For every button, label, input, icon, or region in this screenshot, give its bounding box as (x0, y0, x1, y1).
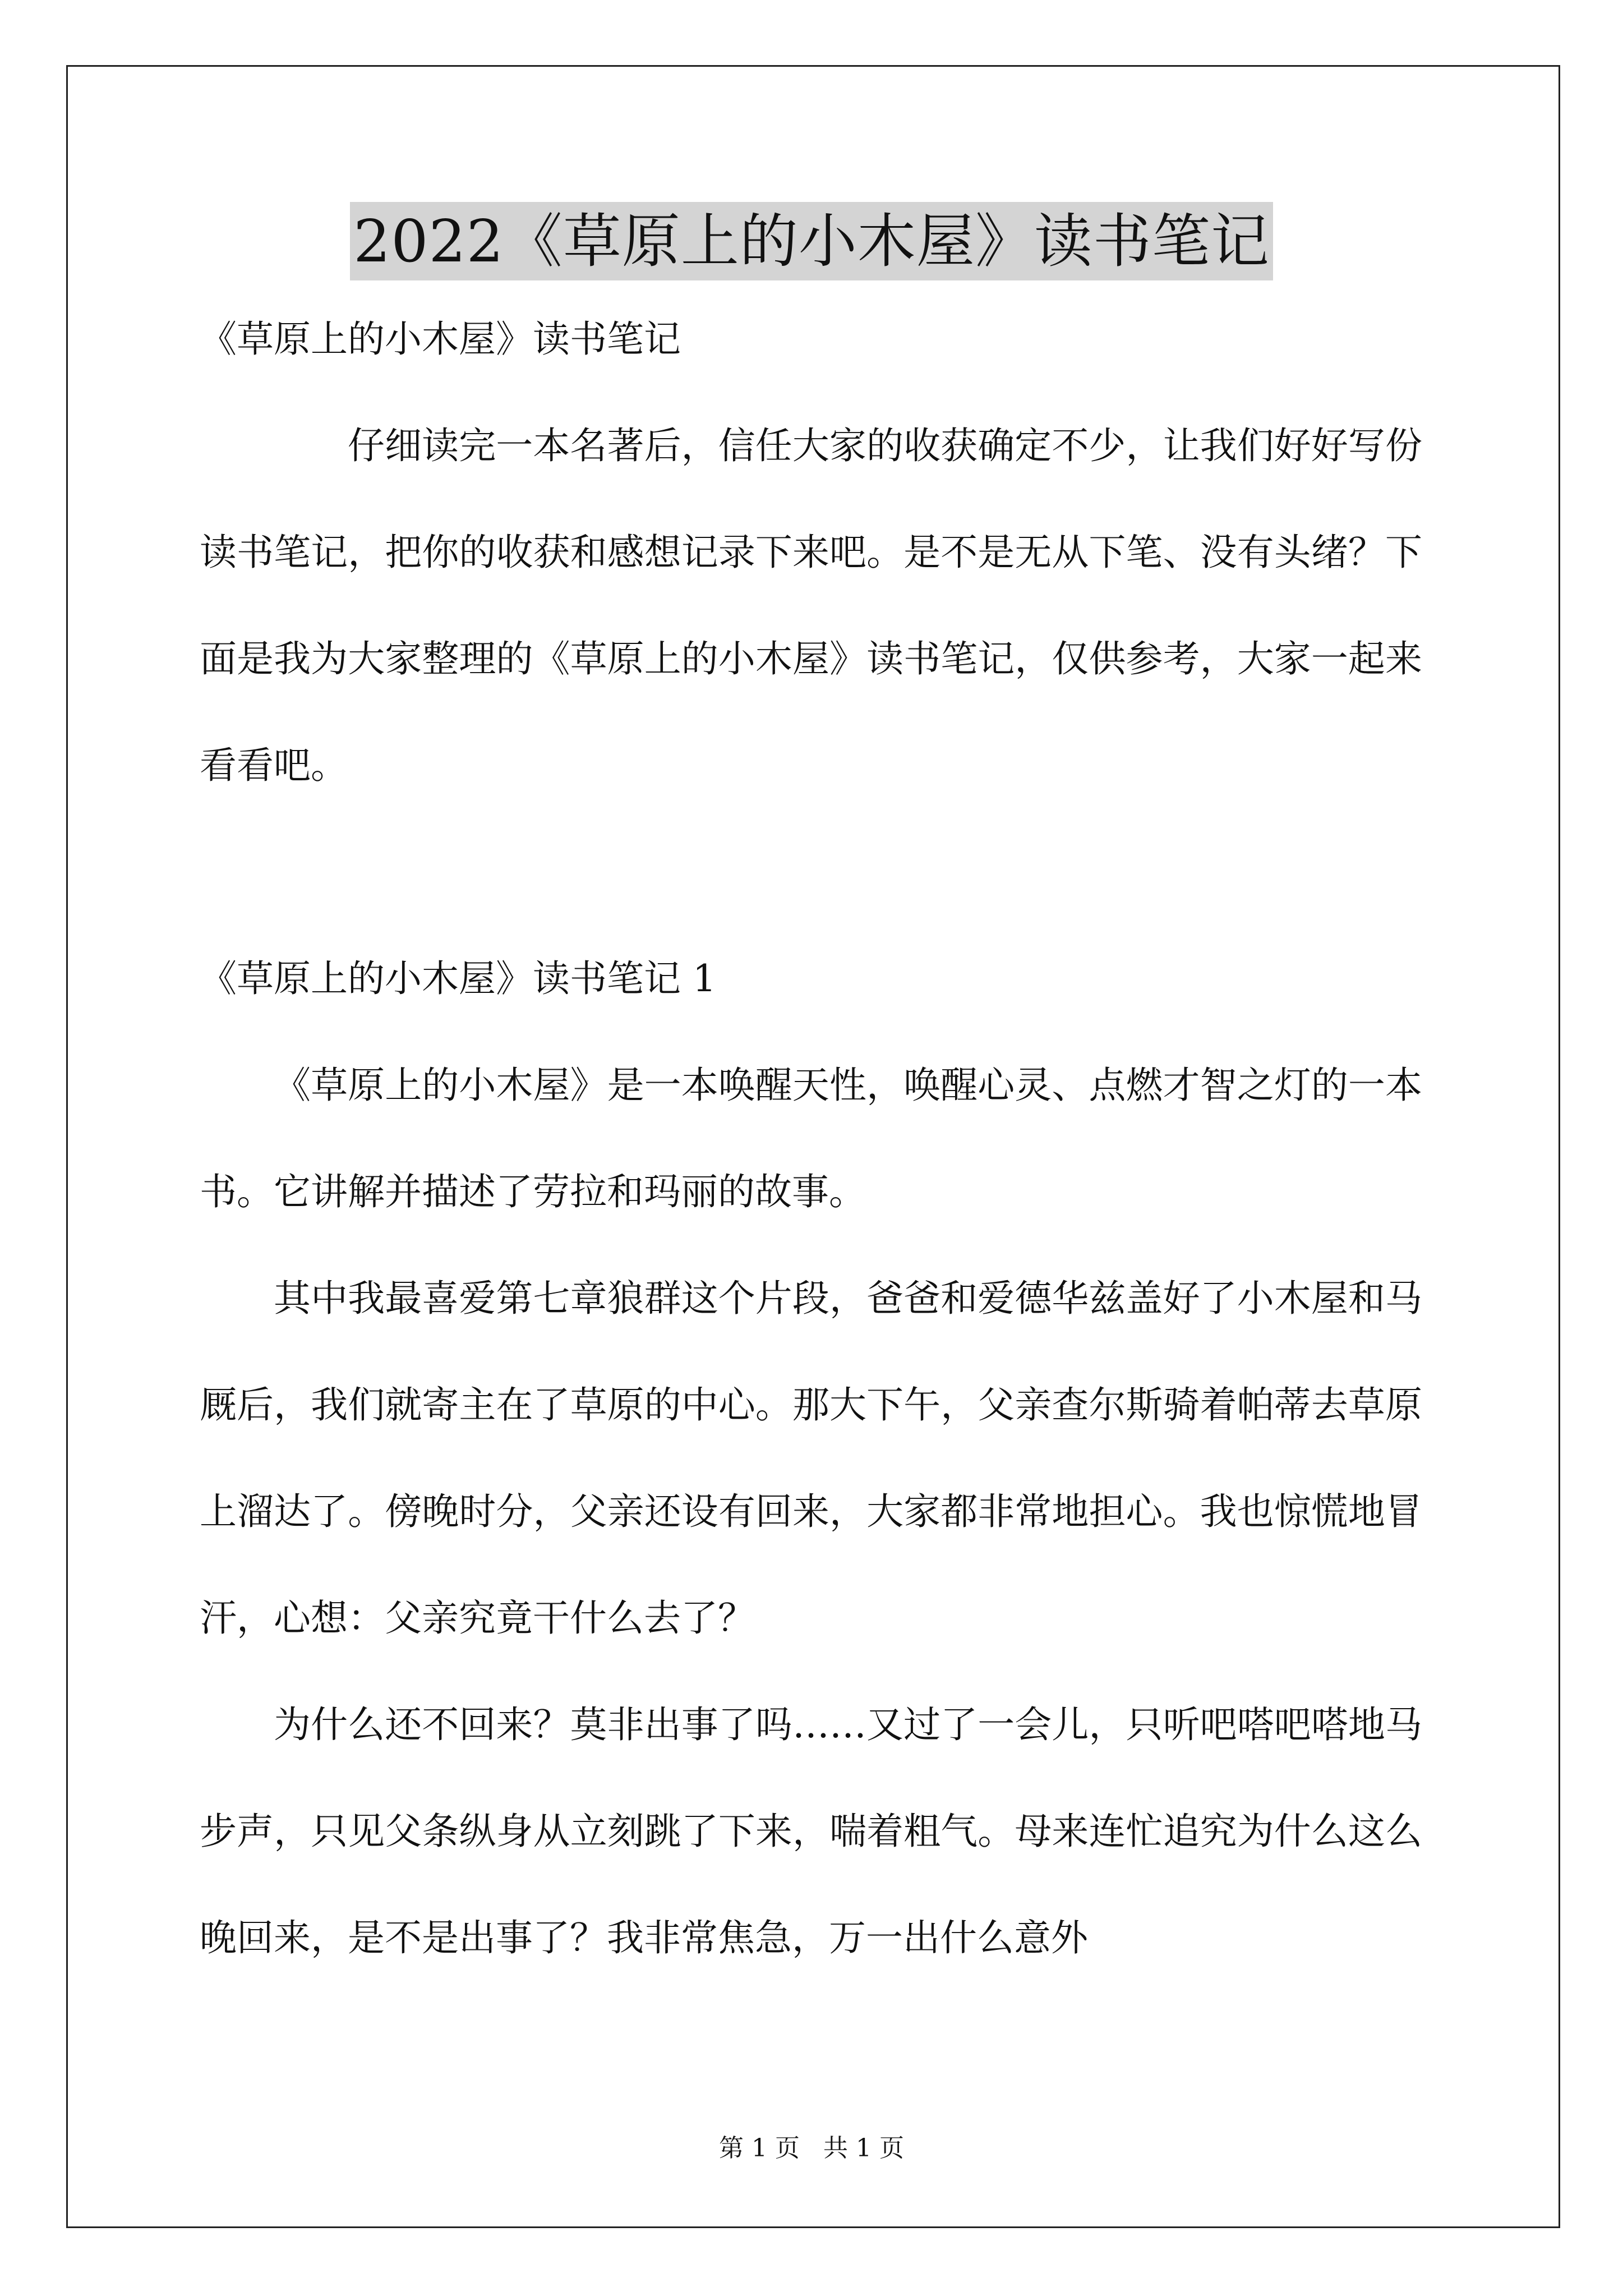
document-body (200, 286, 1422, 1991)
title-area (0, 202, 1623, 280)
body-paragraph-2: 其中我最喜爱第七章狼群这个片段，爸爸和爱德华兹盖好了小木屋和马厩后，我们就寄主在了草原的中心。那大下午，父亲查尔斯骑着帕蒂去草原上溜达了。傍晚时分，父亲还设有回来，大家都非常地担心。我也惊慌地冒汗，心想：父亲究竟干什么去了？ (200, 1277, 1422, 1640)
document-title: 2022《草原上的小木屋》读书笔记 (350, 202, 1273, 280)
page-total: 共 1 页 (823, 2134, 904, 2162)
blank-line (200, 819, 1422, 926)
page-footer (0, 2132, 1623, 2165)
document-subtitle: 《草原上的小木屋》读书笔记 (200, 318, 681, 361)
body-paragraph-3: 为什么还不回来？莫非出事了吗……又过了一会儿，只听吧嗒吧嗒地马步声，只见父条纵身从立刻跳了下来，喘着粗气。母来连忙追究为什么这么晚回来，是不是出事了？我非常焦急，万一出什么意外 (200, 1703, 1422, 1959)
page-number: 第 1 页 (719, 2134, 800, 2162)
body-paragraph-1: 《草原上的小木屋》是一本唤醒天性，唤醒心灵、点燃才智之灯的一本书。它讲解并描述了劳拉和玛丽的故事。 (200, 1064, 1422, 1213)
intro-paragraph: 仔细读完一本名著后，信任大家的收获确定不少，让我们好好写份读书笔记，把你的收获和感想记录下来吧。是不是无从下笔、没有头绪？下面是我为大家整理的《草原上的小木屋》读书笔记，仅供参考，大家一起来看看吧。 (200, 424, 1422, 787)
section-heading: 《草原上的小木屋》读书笔记 1 (200, 957, 716, 1000)
